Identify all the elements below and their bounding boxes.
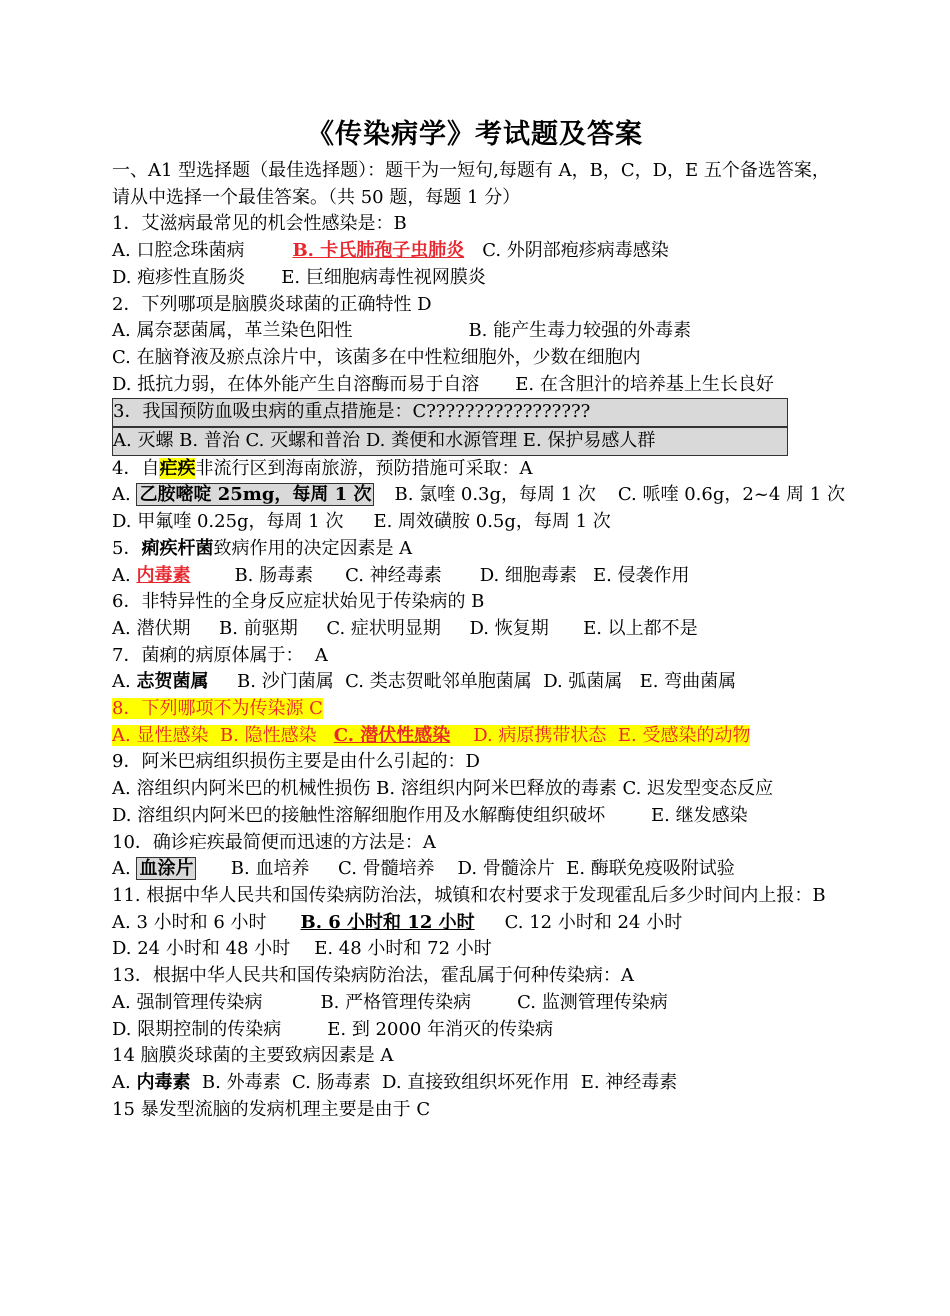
q4-stem-suffix: 非流行区到海南旅游，预防措施可采取：A bbox=[195, 457, 533, 479]
q7-option-a-prefix: A. bbox=[112, 671, 137, 693]
q13-options-row2 bbox=[112, 1017, 832, 1044]
q4-option-e: E. 周效磺胺 0.5g，每周 1 次 bbox=[373, 511, 611, 533]
q8-option-b: B. 隐性感染 bbox=[219, 724, 317, 746]
q4-option-c: C. 哌喹 0.6g，2~4 周 1 次 bbox=[617, 484, 845, 506]
q10-option-a-answer: 血涂片 bbox=[136, 857, 196, 880]
q10-stem: 10．确诊疟疾最简便而迅速的方法是：A bbox=[112, 831, 436, 853]
q13-option-a: A. 强制管理传染病 bbox=[112, 991, 263, 1013]
q4-option-b: B. 氯喹 0.3g，每周 1 次 bbox=[394, 484, 596, 506]
q4-option-a-prefix: A. bbox=[112, 484, 137, 506]
q1-stem: 1．艾滋病最常见的机会性感染是：B bbox=[112, 213, 407, 235]
q4-options-row2 bbox=[112, 509, 832, 536]
q4-option-d: D. 甲氟喹 0.25g，每周 1 次 bbox=[112, 511, 344, 533]
q6-stem: 6．非特异性的全身反应症状始见于传染病的 B bbox=[112, 591, 485, 613]
q5-stem-bold: 痢疾杆菌 bbox=[141, 537, 214, 559]
q8-option-d: D. 病原携带状态 bbox=[473, 724, 607, 746]
q14-stem: 14 脑膜炎球菌的主要致病因素是 A bbox=[112, 1045, 394, 1067]
q14-option-a-answer: 内毒素 bbox=[136, 1071, 191, 1093]
q2-stem: 2．下列哪项是脑膜炎球菌的正确特性 D bbox=[112, 293, 432, 315]
q4-highlight-malaria: 疟疾 bbox=[159, 457, 196, 479]
q10-options bbox=[112, 856, 832, 883]
q10-other-options: B. 血培养 C. 骨髓培养 D. 骨髓涂片 E. 酶联免疫吸附试验 bbox=[196, 858, 735, 880]
q5-option-e: E. 侵袭作用 bbox=[592, 564, 690, 586]
q4-option-a-answer: 乙胺嘧啶 25mg，每周 1 次 bbox=[136, 483, 374, 506]
q5-stem-prefix: 5． bbox=[112, 537, 142, 559]
q7-other-options: B. 沙门菌属 C. 类志贺毗邻单胞菌属 D. 弧菌属 E. 弯曲菌属 bbox=[208, 671, 737, 693]
q9-options-row1: A. 溶组织内阿米巴的机械性损伤 B. 溶组织内阿米巴释放的毒素 C. 迟发型变态反应 bbox=[112, 778, 774, 800]
q11-option-e: E. 48 小时和 72 小时 bbox=[314, 938, 492, 960]
q2-option-c: C. 在脑脊液及瘀点涂片中，该菌多在中性粒细胞外，少数在细胞内 bbox=[112, 346, 641, 368]
q14-other-options: B. 外毒素 C. 肠毒素 D. 直接致组织坏死作用 E. 神经毒素 bbox=[190, 1071, 678, 1093]
q2-options-row1 bbox=[112, 318, 832, 345]
question-content bbox=[112, 158, 845, 1123]
q8-option-e: E. 受感染的动物 bbox=[617, 724, 751, 746]
q5-option-a-prefix: A. bbox=[112, 564, 137, 586]
q11-option-b-answer: B. 6 小时和 12 小时 bbox=[300, 911, 475, 933]
q5-option-c: C. 神经毒素 bbox=[345, 564, 442, 586]
q3-stem: 3．我国预防血吸虫病的重点措施是：C????????????????? bbox=[112, 398, 788, 427]
q5-option-d: D. 细胞毒素 bbox=[479, 564, 577, 586]
q13-stem: 13．根据中华人民共和国传染病防治法，霍乱属于何种传染病：A bbox=[112, 965, 634, 987]
q2-options-row3 bbox=[112, 372, 832, 399]
q13-option-b: B. 严格管理传染病 bbox=[320, 991, 472, 1013]
q9-options-row2: D. 溶组织内阿米巴的接触性溶解细胞作用及水解酶使组织破坏 E. 继发感染 bbox=[112, 804, 748, 826]
q1-option-a: A. 口腔念珠菌病 bbox=[112, 240, 245, 262]
q4-stem bbox=[112, 456, 832, 483]
q5-option-a-answer: 内毒素 bbox=[136, 564, 191, 586]
q7-option-a-answer: 志贺菌属 bbox=[136, 671, 209, 693]
q8-stem bbox=[112, 696, 832, 723]
q8-options bbox=[112, 723, 832, 750]
q8-options-highlight bbox=[112, 725, 750, 746]
q13-options-row1 bbox=[112, 990, 832, 1017]
q1-options-row2 bbox=[112, 265, 832, 292]
q6-options: A. 潜伏期 B. 前驱期 C. 症状明显期 D. 恢复期 E. 以上都不是 bbox=[112, 617, 698, 639]
q13-option-d: D. 限期控制的传染病 bbox=[112, 1018, 282, 1040]
q1-option-c: C. 外阴部疱疹病毒感染 bbox=[482, 240, 669, 262]
section-intro: 一、A1 型选择题（最佳选择题）：题干为一短句,每题有 A，B，C，D，E 五个备选答案，请从中选择一个最佳答案。（共 50 题，每题 1 分） bbox=[112, 160, 830, 208]
q10-option-a-prefix: A. bbox=[112, 858, 137, 880]
q13-option-c: C. 监测管理传染病 bbox=[517, 991, 668, 1013]
q14-options bbox=[112, 1070, 832, 1097]
q2-option-e: E. 在含胆汁的培养基上生长良好 bbox=[515, 373, 774, 395]
q9-stem: 9．阿米巴病组织损伤主要是由什么引起的：D bbox=[112, 751, 480, 773]
q7-options bbox=[112, 669, 832, 696]
q5-options bbox=[112, 563, 832, 590]
q4-stem-prefix: 4．自 bbox=[112, 457, 160, 479]
q15-stem: 15 暴发型流脑的发病机理主要是由于 C bbox=[112, 1098, 431, 1120]
q2-option-b: B. 能产生毒力较强的外毒素 bbox=[468, 320, 692, 342]
q1-option-b-answer: B. 卡氏肺孢子虫肺炎 bbox=[292, 240, 465, 262]
q11-option-d: D. 24 小时和 48 小时 bbox=[112, 938, 291, 960]
q11-stem: 11. 根据中华人民共和国传染病防治法，城镇和农村要求于发现霍乱后多少时间内上报：B bbox=[112, 884, 826, 906]
q11-options-row2 bbox=[112, 936, 832, 963]
q11-option-a: A. 3 小时和 6 小时 bbox=[112, 911, 267, 933]
q2-option-d: D. 抵抗力弱，在体外能产生自溶酶而易于自溶 bbox=[112, 373, 480, 395]
q3-options: A. 灭螺 B. 普治 C. 灭螺和普治 D. 粪便和水源管理 E. 保护易感人群 bbox=[112, 427, 788, 456]
q13-option-e: E. 到 2000 年消灭的传染病 bbox=[327, 1018, 554, 1040]
q5-stem-suffix: 致病作用的决定因素是 A bbox=[213, 537, 413, 559]
document-title: 《传染病学》考试题及答案 bbox=[307, 119, 643, 150]
q1-option-d: D. 疱疹性直肠炎 bbox=[112, 266, 246, 288]
q14-option-a-prefix: A. bbox=[112, 1071, 137, 1093]
q2-option-a: A. 属奈瑟菌属，革兰染色阳性 bbox=[112, 320, 353, 342]
q8-option-c-answer: C. 潜伏性感染 bbox=[333, 724, 451, 746]
q5-stem bbox=[112, 536, 832, 563]
q4-options-row1 bbox=[112, 482, 845, 509]
q8-option-a: A. 显性感染 bbox=[112, 724, 209, 746]
q11-option-c: C. 12 小时和 24 小时 bbox=[504, 911, 683, 933]
q8-stem-text: 8．下列哪项不为传染源 C bbox=[112, 698, 323, 720]
q7-stem: 7．菌痢的病原体属于： A bbox=[112, 644, 328, 666]
q5-option-b: B. 肠毒素 bbox=[234, 564, 314, 586]
q11-options-row1 bbox=[112, 910, 832, 937]
q1-option-e: E. 巨细胞病毒性视网膜炎 bbox=[281, 266, 486, 288]
q1-options-row1 bbox=[112, 238, 832, 265]
